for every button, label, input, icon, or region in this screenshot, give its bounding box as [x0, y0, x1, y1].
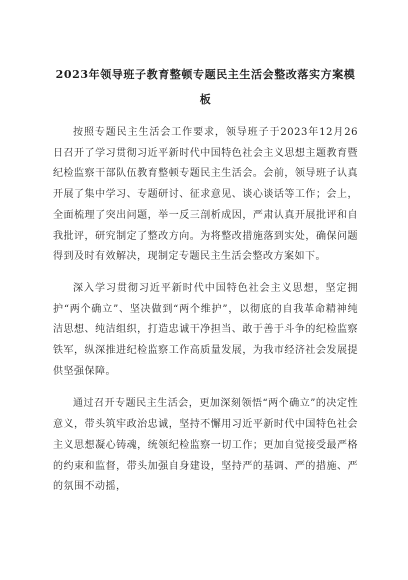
- paragraph-goals: 通过召开专题民主生活会，更加深刻领悟“两个确立”的决定性意义，带头筑牢政治忠诚，坚持不懈用习近平新时代中国特色社会主义思想凝心铸魂，统领纪检监察一切工作；更加自觉接受最严格的约束和监督，带头加强自身建设，坚持严的基调、严的措施、严的氛围不动摇，: [53, 398, 358, 493]
- paragraph-guiding-ideology: 深入学习贯彻习近平新时代中国特色社会主义思想，坚定拥护“两个确立”、坚决做到“两个维护”，以彻底的自我革命精神纯洁思想、纯洁组织，打造忠诚干净担当、敢于善于斗争的纪检监察铁军，纵深推进纪检监察工作高质量发展，为我市经济社会发展提供坚强保障。: [53, 282, 358, 377]
- document-title: 2023年领导班子教育整顿专题民主生活会整改落实方案模板: [55, 68, 356, 106]
- paragraph-intro: 按照专题民主生活会工作要求，领导班子于2023年12月26日召开了学习贯彻习近平新时代中国特色社会主义思想主题教育暨纪检监察干部队伍教育整顿专题民主生活会。会前，领导班子认真开展了集中学习、专题研讨、征求意见、谈心谈话等工作；会上，全面梳理了突出问题，举一反三剖析成因，严肃认真开展批评和自我批评，研究制定了整改方向。为将整改措施落到实处，确保问题得到及时有效解决，现制定专题民主生活会整改方案如下。: [53, 127, 358, 263]
